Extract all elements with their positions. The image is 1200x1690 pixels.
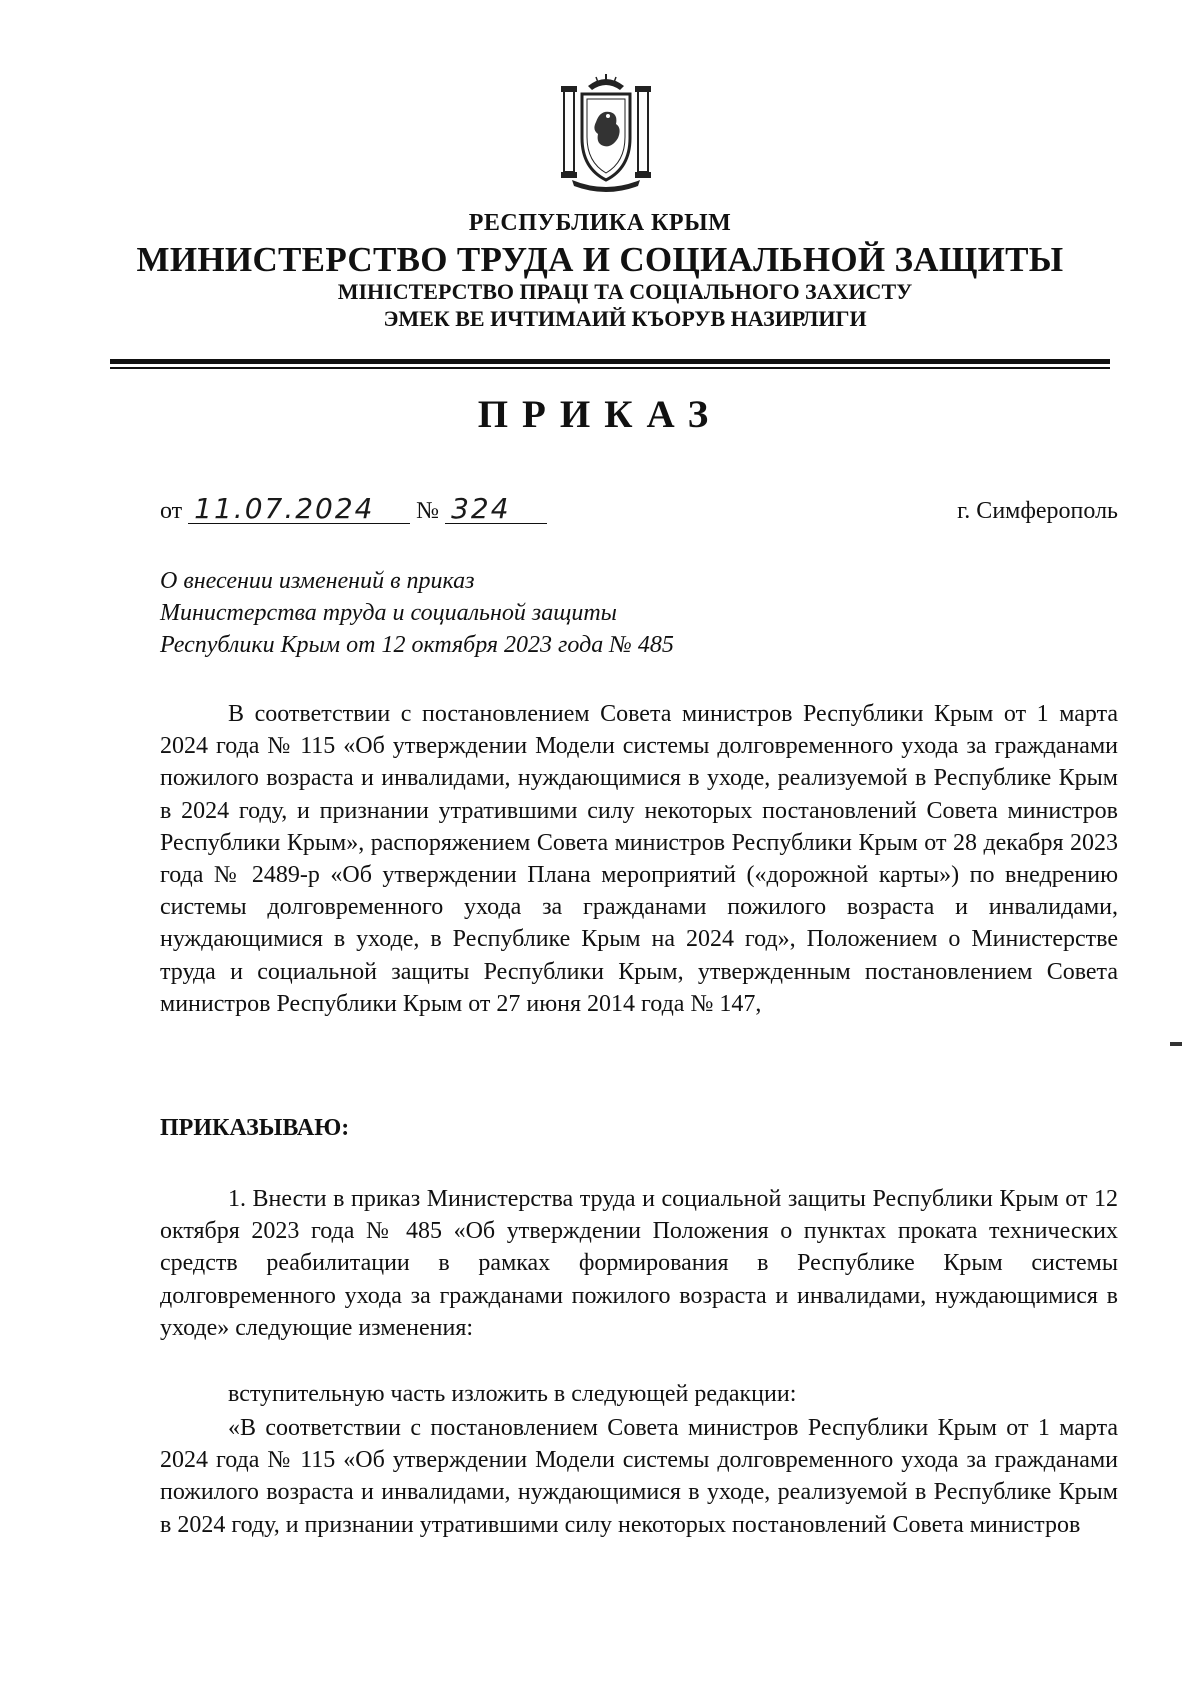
- order-heading: ПРИКАЗЫВАЮ:: [160, 1115, 350, 1141]
- intro-change-paragraph: вступительную часть изложить в следующей редакции:: [228, 1381, 797, 1407]
- republic-name: РЕСПУБЛИКА КРЫМ: [468, 210, 732, 236]
- handwritten-number: 324: [445, 495, 547, 524]
- margin-mark: [1170, 1042, 1182, 1046]
- ministry-name-crimean-tatar: ЭМЕК ВЕ ИЧТИМАИЙ КЪОРУВ НАЗИРЛИГИ: [383, 306, 867, 331]
- ministry-name: МИНИСТЕРСТВО ТРУДА И СОЦИАЛЬНОЙ ЗАЩИТЫ: [136, 240, 1064, 279]
- date-number-line: [160, 492, 547, 525]
- subject-block: [160, 565, 674, 661]
- document-title: ПРИКАЗ: [477, 393, 723, 436]
- subject-line: О внесении изменений в приказ: [160, 568, 475, 594]
- number-prefix: №: [416, 498, 440, 524]
- coat-of-arms-emblem: [558, 72, 654, 196]
- quoted-paragraph: «В соответствии с постановлением Совета министров Республики Крым от 1 марта 2024 года № 115 «Об утверждении Модели системы долговременного ухода за гражданами пожилого возраста и инвалидами, нуждающимися в уходе, реализуемой в Республике Крым в 2024 году, и признании утратившими силу некоторых постановлений Совета министров: [160, 1415, 1118, 1538]
- item-1-paragraph: 1. Внести в приказ Министерства труда и социальной защиты Республики Крым от 12 октября 2023 года № 485 «Об утверждении Положения о пунктах проката технических средств реабилитации в рамках формирования в Республике Крым системы долговременного ухода за гражданами пожилого возраста и инвалидами, нуждающимися в уходе» следующие изменения:: [160, 1186, 1118, 1341]
- date-prefix: от: [160, 498, 183, 524]
- preamble-paragraph: В соответствии с постановлением Совета министров Республики Крым от 1 марта 2024 года № 115 «Об утверждении Модели системы долговременного ухода за гражданами пожилого возраста и инвалидами, нуждающимися в уходе, реализуемой в Республике Крым в 2024 году, и признании утратившими силу некоторых постановлений Совета министров Республики Крым», распоряжением Совета министров Республики Крым от 28 декабря 2023 года № 2489-р «Об утверждении Плана мероприятий («дорожной карты») по внедрению системы долговременного ухода за гражданами пожилого возраста и инвалидами, нуждающимися в уходе, в Республике Крым на 2024 год», Положением о Министерстве труда и социальной защиты Республики Крым, утвержденным постановлением Совета министров Республики Крым от 27 июня 2014 года № 147,: [160, 701, 1118, 1017]
- subject-line: Республики Крым от 12 октября 2023 года № 485: [160, 632, 674, 658]
- city-name: г. Симферополь: [957, 498, 1118, 524]
- handwritten-date: 11.07.2024: [188, 495, 410, 524]
- header-divider-thick: [110, 359, 1110, 364]
- header-divider-thin: [110, 367, 1110, 369]
- subject-line: Министерства труда и социальной защиты: [160, 600, 617, 626]
- ministry-name-ukrainian: МІНІСТЕРСТВО ПРАЦІ ТА СОЦІАЛЬНОГО ЗАХИСТУ: [337, 279, 913, 304]
